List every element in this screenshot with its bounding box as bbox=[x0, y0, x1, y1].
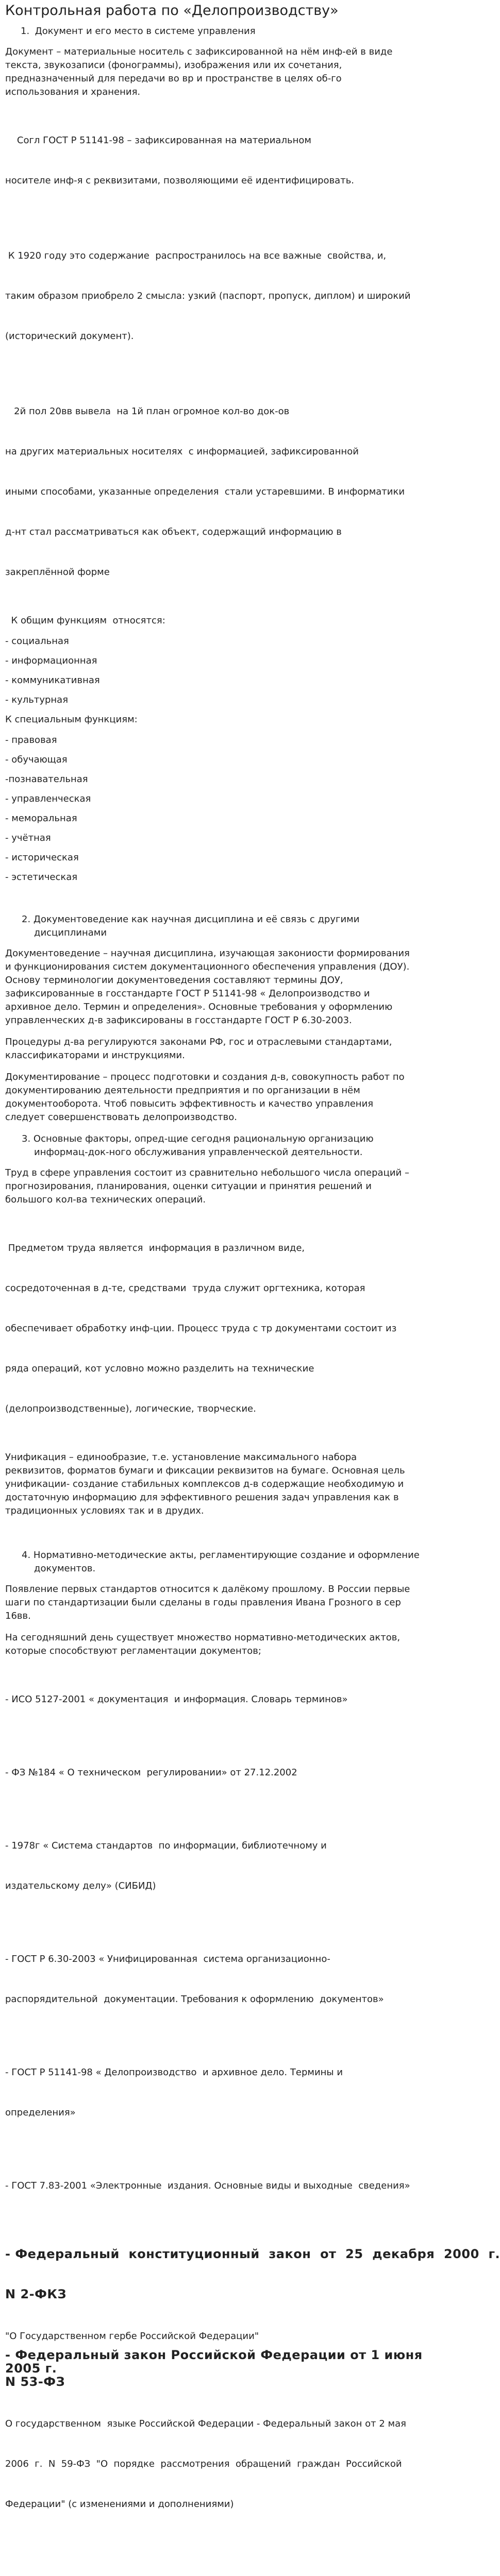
law-2-heading: - Федеральный закон Российской Федерации от 1 июня 2005 г. N 53-ФЗ bbox=[5, 2348, 423, 2389]
list-item: - коммуникативная bbox=[5, 675, 100, 686]
general-functions-title: К общим функциям относятся: bbox=[5, 615, 165, 626]
law-1-heading: - Федеральный конституционный закон от 25 декабря 2000 г. N 2-ФКЗ bbox=[5, 2247, 500, 2301]
list-item: - меморальная bbox=[5, 813, 77, 824]
list-item: - ИСО 5127-2001 « документация и информация. Словарь терминов» bbox=[5, 1694, 348, 1705]
sec1-paragraph-3: К 1920 году это содержание распространилось на все важные свойства, и, таким образом приобрело 2 смысла: узкий (паспорт, пропуск, диплом) и широкий (исторический документ). bbox=[5, 250, 411, 342]
sec1-paragraph-2: Согл ГОСТ Р 51141-98 – зафиксированная на материальном носителе инф-я с реквизитами, позволяющими её идентифицировать. bbox=[5, 135, 355, 186]
law-1-description: "О Государственном гербе Российской Федерации" bbox=[5, 2331, 259, 2342]
sec1-paragraph-1: Документ – материальные носитель с зафиксированной на нём инф-ей в виде текста, звукозаписи (фонограммы), изображения или их сочетания, предназначенный для передачи во вр и пространстве в целях об-го использования и хранения. bbox=[5, 46, 393, 97]
list-item: - ФЗ №184 « О техническом регулировании» от 27.12.2002 bbox=[5, 1767, 297, 1778]
section-4-heading bbox=[5, 1549, 430, 1575]
section-2-title-line-2: дисциплинами bbox=[34, 927, 107, 938]
list-item: - эстетическая bbox=[5, 872, 78, 883]
section-1-title: Документ и его место в системе управления bbox=[35, 26, 256, 37]
list-item: - правовая bbox=[5, 735, 57, 745]
section-3-heading bbox=[5, 1132, 430, 1159]
sec3-paragraph-2: Предметом труда является информация в различном виде, сосредоточенная в д-те, средствами труда служит оргтехника, которая обеспечивает обработку инф-ции. Процесс труда с тр документами состоит из ряда операций, кот условно можно разделить на технические (делопроизводственные), логические, творческие. bbox=[5, 1243, 397, 1414]
page-title: Контрольная работа по «Делопроизводству» bbox=[5, 3, 339, 19]
list-item: - информационная bbox=[5, 655, 97, 666]
list-item: - обучающая bbox=[5, 754, 68, 765]
section-3-title-line-1: Основные факторы, опред-щие сегодня рациональную организацию bbox=[33, 1133, 374, 1144]
section-2-number: 2. bbox=[22, 914, 31, 925]
list-item: - культурная bbox=[5, 694, 69, 705]
list-item: - учётная bbox=[5, 833, 51, 843]
list-item: - социальная bbox=[5, 636, 69, 647]
special-functions-title: К специальным функциям: bbox=[5, 714, 138, 725]
section-2-title-line-1: Документоведение как научная дисциплина и её связь с другими bbox=[33, 914, 360, 925]
general-functions-list bbox=[5, 635, 430, 707]
list-item: - ГОСТ Р 51141-98 « Делопроизводство и архивное дело. Термины и определения» bbox=[5, 2067, 343, 2118]
section-1-heading bbox=[5, 25, 430, 38]
sec4-paragraph-1: Появление первых стандартов относится к далёкому прошлому. В России первые шаги по стандартизации были сделаны в годы правления Ивана Грозного в сер 16вв. bbox=[5, 1584, 410, 1621]
list-item: -познавательная bbox=[5, 774, 88, 785]
document-page bbox=[0, 2, 500, 2576]
section-4-title-line-1: Нормативно-методические акты, регламентирующие создание и оформление bbox=[33, 1550, 420, 1561]
list-item: - ГОСТ Р 6.30-2003 « Унифицированная система организационно- распорядительной документации. Требования к оформлению документов» bbox=[5, 1954, 384, 2005]
sec1-paragraph-4: 2й пол 20вв вывела на 1й план огромное кол-во док-ов на других материальных носителях с информацией, зафиксированной иными способами, указанные определения стали устаревшими. В информатики д-нт стал рассматриваться как объект, содержащий информацию в закреплённой форме bbox=[5, 406, 405, 578]
section-3-number: 3. bbox=[22, 1133, 31, 1144]
sec2-paragraph-1: Документоведение – научная дисциплина, изучающая закониости формирования и функционирования систем документационного обеспечения управления (ДОУ). Основу терминологии документоведения составляют термины ДОУ, зафиксированные в госстандарте ГОСТ Р 51141-98 « Делопроизводство и архивное дело. Термин и определения». Основные требования у оформлению управленческих д-в зафиксированы в госстандарте ГОСТ Р 6.30-2003. bbox=[5, 948, 410, 1026]
section-3-title-line-2: информац-док-ного обслуживания управленческой деятельности. bbox=[34, 1147, 363, 1158]
sec2-paragraph-3: Документирование – процесс подготовки и создания д-в, совокупность работ по документированию деятельности предприятия и по организации в нём документооборота. Чтоб повысить эффективность и качество управления следует совершенствовать делопроизводство. bbox=[5, 1072, 405, 1123]
section-1-number: 1. bbox=[21, 26, 30, 37]
section-4-title-line-2: документов. bbox=[34, 1563, 96, 1574]
list-item: - управленческая bbox=[5, 793, 91, 804]
sec3-paragraph-1: Труд в сфере управления состоит из сравнительно небольшого числа операций – прогнозирования, планирования, оценки ситуации и принятия решений и большого кол-ва технических операций. bbox=[5, 1167, 409, 1205]
list-item: - ГОСТ 7.83-2001 «Электронные издания. Основные виды и выходные сведения» bbox=[5, 2180, 410, 2191]
list-item: - 1978г « Система стандартов по информации, библиотечному и издательскому делу» (СИБИД) bbox=[5, 1840, 327, 1891]
sec2-paragraph-2: Процедуры д-ва регулируются законами РФ, гос и отраслевыми стандартами, классификаторами и инструкциями. bbox=[5, 1037, 392, 1061]
list-item: - историческая bbox=[5, 852, 79, 863]
special-functions-list bbox=[5, 734, 430, 884]
law-2-description: О государственном языке Российской Федерации - Федеральный закон от 2 мая 2006 г. N 59-ФЗ "О порядке рассмотрения обращений граждан Российской Федерации" (с изменениями и дополнениями) bbox=[5, 2418, 406, 2510]
section-2-heading bbox=[5, 913, 430, 940]
sec3-paragraph-3: Унификация – единообразие, т.е. установление максимального набора реквизитов, форматов бумаги и фиксации реквизитов на бумаге. Основная цель унификации- создание стабильных комплексов д-в содержащие необходимую и достаточную информацию для эффективного решения задач управления как в традиционных условиях так и в друдих. bbox=[5, 1452, 405, 1516]
section-4-number: 4. bbox=[22, 1550, 31, 1561]
sec4-paragraph-2: На сегодняшний день существует множество нормативно-методических актов, которые способствуют регламентации документов; bbox=[5, 1632, 401, 1656]
